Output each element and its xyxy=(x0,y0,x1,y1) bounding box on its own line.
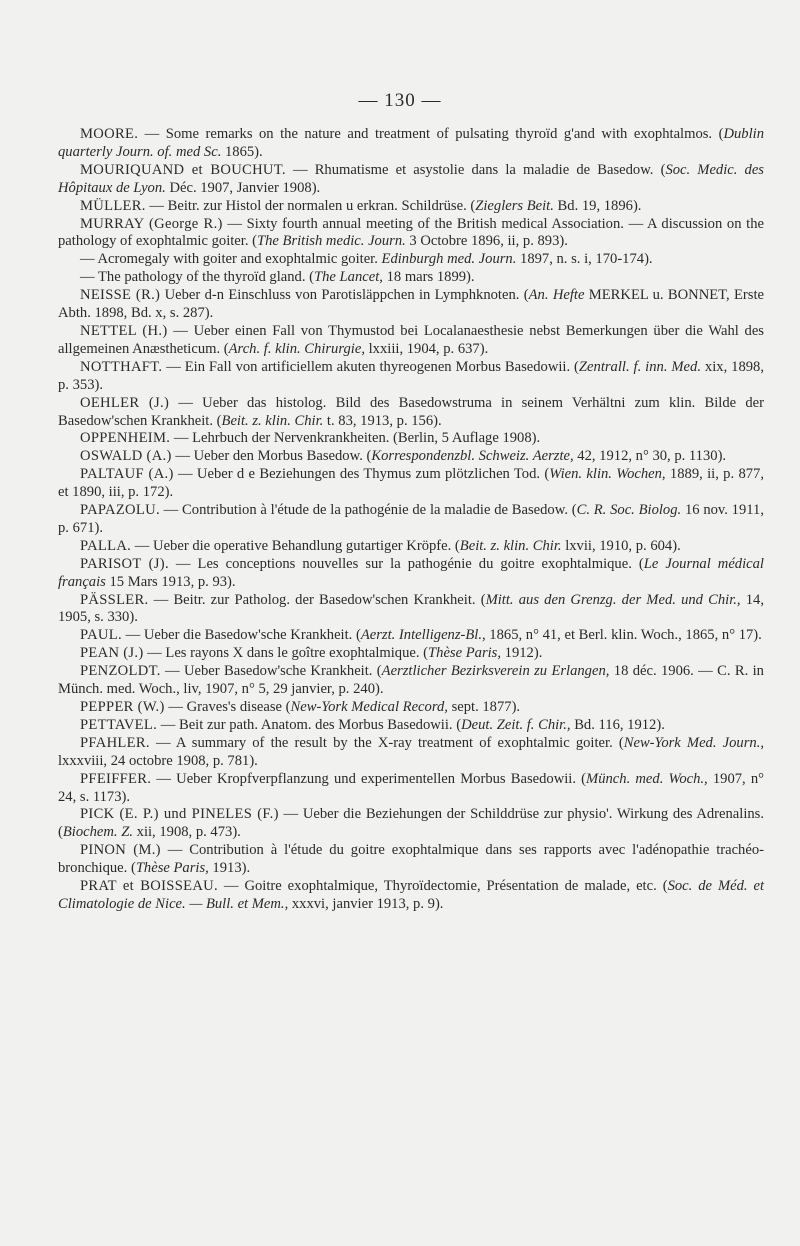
bibliography-entry xyxy=(58,592,764,628)
entry-text-after: 42, 1912, n° 30, p. 1130). xyxy=(573,448,727,465)
bibliography-entry xyxy=(58,466,764,502)
entry-text-after: 1912). xyxy=(501,645,543,662)
entry-journal: New-York Medical Record, xyxy=(290,699,448,715)
bibliography-entry xyxy=(58,645,764,663)
bibliography-entry xyxy=(58,198,764,216)
bibliography-entry xyxy=(58,717,764,735)
entry-author: PEPPER (W.) xyxy=(80,699,165,715)
entry-text-after: lxvii, 1910, p. 604). xyxy=(561,537,681,554)
entry-text-after: 1907, n° 24, s. 1173). xyxy=(58,770,764,805)
entry-text-after: sept. 1877). xyxy=(447,699,521,715)
entry-journal: Beit. z. klin. Chir. xyxy=(459,537,562,554)
entry-journal: C. R. Soc. Biolog. xyxy=(576,502,682,519)
entry-text-after: Déc. 1907, Janvier 1908). xyxy=(165,179,321,196)
entry-text-after: Bd. 116, 1912). xyxy=(570,716,665,733)
entry-text: The pathology of the thyroïd gland. ( xyxy=(97,269,315,286)
bibliography-entry xyxy=(58,806,764,842)
bibliography-entry xyxy=(58,878,764,914)
entry-journal: Münch. med. Woch., xyxy=(586,770,708,787)
entry-author: NEISSE (R.) xyxy=(80,287,161,304)
bibliography-entry xyxy=(58,771,764,807)
entry-journal: Biochem. Z. xyxy=(62,824,133,841)
entry-text: — Goitre exophtalmique, Thyroïdectomie, Présentation de malade, etc. ( xyxy=(217,878,668,895)
page-number: — 130 — xyxy=(358,90,442,111)
entry-text: — Les conceptions nouvelles sur la pathogénie du goitre exophtalmique. ( xyxy=(168,555,644,572)
bibliography-entry xyxy=(58,627,764,645)
entry-author: NETTEL (H.) xyxy=(80,322,168,339)
bibliography-entry xyxy=(58,448,764,466)
bibliography-entry xyxy=(58,663,764,699)
entry-author: PETTAVEL. xyxy=(80,716,158,733)
entry-text: — Lehrbuch der Nervenkrankheiten. (Berlin, 5 Auflage 1908). xyxy=(170,430,541,447)
bibliography-entry xyxy=(58,502,764,538)
entry-text: — Ueber das histolog. Bild des Basedowstruma in seinem Verhältni zum klin. Bilde der Basedow'schen Krankheit. ( xyxy=(58,394,764,429)
entry-text-after: MERKEL u. BONNET, Erste Abth. 1898, Bd. x, s. 287). xyxy=(58,287,764,322)
entry-text-after: 18 mars 1899). xyxy=(382,269,475,286)
entry-text: — Beitr. zur Histol der normalen u erkran. Schildrüse. ( xyxy=(145,197,476,214)
entry-journal: Zentrall. f. inn. Med. xyxy=(578,358,701,375)
entry-author: PICK (E. P.) und PINELES (F.) xyxy=(80,806,279,823)
entry-dash: — xyxy=(80,269,98,286)
entry-author: MOORE. xyxy=(80,126,139,142)
bibliography-entry xyxy=(58,735,764,771)
bibliography-list xyxy=(58,126,764,914)
entry-text: — A summary of the result by the X-ray treatment of exophtalmic goiter. ( xyxy=(149,734,624,751)
entry-author: NOTTHAFT. xyxy=(80,358,163,375)
entry-text: — Ein Fall von artificiellem akuten thyreogenen Morbus Basedowii. ( xyxy=(162,358,579,375)
entry-author: PALTAUF (A.) xyxy=(80,466,174,483)
entry-text: — Graves's disease ( xyxy=(164,699,291,715)
entry-text: — Sixty fourth annual meeting of the British medical Association. — A discussion on the pathology of exophtalmic goiter. ( xyxy=(58,215,764,250)
entry-author: OEHLER (J.) xyxy=(80,394,170,411)
entry-journal: Soc. de Méd. et Climatologie de Nice. — Bull. et Mem., xyxy=(58,878,765,912)
entry-journal: Thèse Paris, xyxy=(135,860,209,877)
bibliography-entry xyxy=(58,538,764,556)
entry-text-after: 1913). xyxy=(208,860,251,877)
entry-text: — Beit zur path. Anatom. des Morbus Basedowii. ( xyxy=(157,716,462,733)
entry-text: — Ueber den Morbus Basedow. ( xyxy=(171,448,372,465)
entry-journal: Aerzt. Intelligenz-Bl., xyxy=(360,627,486,644)
entry-author: MOURIQUAND et BOUCHUT. xyxy=(80,161,286,178)
entry-author: MURRAY (George R.) xyxy=(80,215,223,232)
entry-text-after: xxxvi, janvier 1913, p. 9). xyxy=(288,895,444,912)
entry-text: Acromegaly with goiter and exophtalmic goiter. xyxy=(97,251,382,268)
entry-journal: Deut. Zeit. f. Chir., xyxy=(461,716,571,733)
entry-text-after: xix, 1898, p. 353). xyxy=(58,358,764,393)
entry-text-after: 18 déc. 1906. — C. R. in Münch. med. Woch., liv, 1907, n° 5, 29 janvier, p. 240). xyxy=(58,663,764,698)
entry-text-after: 3 Octobre 1896, ii, p. 893). xyxy=(405,233,568,250)
entry-text: — Les rayons X dans le goître exophtalmique. ( xyxy=(143,645,429,662)
entry-text: — Ueber die Basedow'sche Krankheit. ( xyxy=(121,627,361,644)
entry-text-after: lxxxviii, 24 octobre 1908, p. 781). xyxy=(58,752,258,769)
entry-text-after: 15 Mars 1913, p. 93). xyxy=(105,573,236,590)
bibliography-entry xyxy=(58,323,764,359)
entry-dash: — xyxy=(80,251,98,268)
entry-journal: Soc. Medic. des Hôpitaux de Lyon. xyxy=(58,161,764,196)
entry-journal: Beit. z. klin. Chir. xyxy=(221,412,324,429)
entry-author: MÜLLER. xyxy=(80,197,146,214)
bibliography-entry xyxy=(58,395,764,431)
entry-journal: Thèse Paris, xyxy=(428,645,501,662)
entry-author: OPPENHEIM. xyxy=(80,430,171,447)
entry-author: PRAT et BOISSEAU. xyxy=(80,878,218,895)
entry-text: — Ueber die operative Behandlung gutartiger Kröpfe. ( xyxy=(131,537,460,554)
entry-text-after: t. 83, 1913, p. 156). xyxy=(323,412,442,429)
entry-journal: Mitt. aus den Grenzg. der Med. und Chir., xyxy=(485,591,741,608)
entry-text-after: 1889, ii, p. 877, et 1890, iii, p. 172). xyxy=(58,466,764,501)
entry-journal: Aerztlicher Bezirksverein zu Erlangen, xyxy=(381,663,610,680)
entry-text-after: 16 nov. 1911, p. 671). xyxy=(58,502,764,536)
entry-author: PALLA. xyxy=(80,537,132,554)
entry-author: PFEIFFER. xyxy=(80,770,152,787)
bibliography-entry xyxy=(58,216,764,252)
entry-text-after: 1865). xyxy=(221,143,263,160)
entry-journal: Wien. klin. Wochen, xyxy=(549,466,666,483)
entry-author: PEAN (J.) xyxy=(80,645,144,662)
bibliography-entry xyxy=(58,430,764,448)
entry-text-after: lxxiii, 1904, p. 637). xyxy=(364,340,489,357)
entry-text: — Ueber d e Beziehungen des Thymus zum plötzlichen Tod. ( xyxy=(173,466,550,483)
bibliography-entry xyxy=(58,269,764,287)
entry-author: PAUL. xyxy=(80,627,122,644)
entry-text: — Rhumatisme et asystolie dans la maladie de Basedow. ( xyxy=(285,161,666,178)
entry-author: PARISOT (J). xyxy=(80,555,169,572)
entry-journal: An. Hefte xyxy=(528,287,585,304)
entry-text-after: 1865, n° 41, et Berl. klin. Woch., 1865, n° 17). xyxy=(485,627,762,644)
entry-text-after: 1897, n. s. i, 170-174). xyxy=(516,251,653,268)
bibliography-entry xyxy=(58,126,764,162)
bibliography-entry xyxy=(58,842,764,878)
entry-journal: The Lancet, xyxy=(314,269,383,286)
entry-text: — Ueber Basedow'sche Krankheit. ( xyxy=(160,663,382,680)
bibliography-entry xyxy=(58,287,764,323)
entry-text: — Contribution à l'étude du goitre exophtalmique dans ses rapports avec l'adénopathie trachéo-bronchique. ( xyxy=(58,842,764,877)
entry-journal: Le Journal médical français xyxy=(58,555,764,590)
entry-author: PAPAZOLU. xyxy=(80,502,160,519)
entry-author: PÄSSLER. xyxy=(80,591,149,608)
entry-journal: Dublin quarterly Journ. of. med Sc. xyxy=(58,126,764,160)
entry-text-after: Bd. 19, 1896). xyxy=(553,197,642,214)
entry-journal: The British medic. Journ. xyxy=(257,233,406,250)
entry-journal: Korrespondenzbl. Schweiz. Aerzte, xyxy=(371,448,574,465)
entry-journal: Edinburgh med. Journ. xyxy=(381,251,517,268)
entry-text: — Some remarks on the nature and treatment of pulsating thyroïd g'and with exophtalmos. ( xyxy=(138,126,724,142)
entry-text: — Ueber die Beziehungen der Schilddrüse zur physio'. Wirkung des Adrenalins. ( xyxy=(58,806,765,841)
entry-author: PFAHLER. xyxy=(80,734,150,751)
entry-text: Ueber d-n Einschluss von Parotisläppchen in Lymphknoten. ( xyxy=(160,287,529,304)
entry-journal: Zieglers Beit. xyxy=(475,197,554,214)
entry-text: — Ueber einen Fall von Thymustod bei Localanaesthesie nebst Bemerkungen über die Wahl des allgemeinen Anæstheticum. ( xyxy=(58,322,764,357)
bibliography-entry xyxy=(58,162,764,198)
entry-author: PENZOLDT. xyxy=(80,663,161,680)
bibliography-entry xyxy=(58,251,764,269)
bibliography-entry xyxy=(58,556,764,592)
entry-journal: New-York Med. Journ., xyxy=(623,734,764,751)
entry-author: PINON (M.) xyxy=(80,842,161,859)
entry-author: OSWALD (A.) xyxy=(80,448,172,465)
entry-journal: Arch. f. klin. Chirurgie, xyxy=(228,340,365,357)
entry-text: — Beitr. zur Patholog. der Basedow'schen Krankheit. ( xyxy=(148,591,486,608)
entry-text: — Contribution à l'étude de la pathogénie de la maladie de Basedow. ( xyxy=(159,502,577,519)
bibliography-entry xyxy=(58,359,764,395)
bibliography-entry xyxy=(58,699,764,717)
entry-text-after: xii, 1908, p. 473). xyxy=(133,824,241,841)
entry-text-after: 14, 1905, s. 330). xyxy=(58,591,764,626)
entry-text: — Ueber Kropfverpflanzung und experimentellen Morbus Basedowii. ( xyxy=(151,770,587,787)
